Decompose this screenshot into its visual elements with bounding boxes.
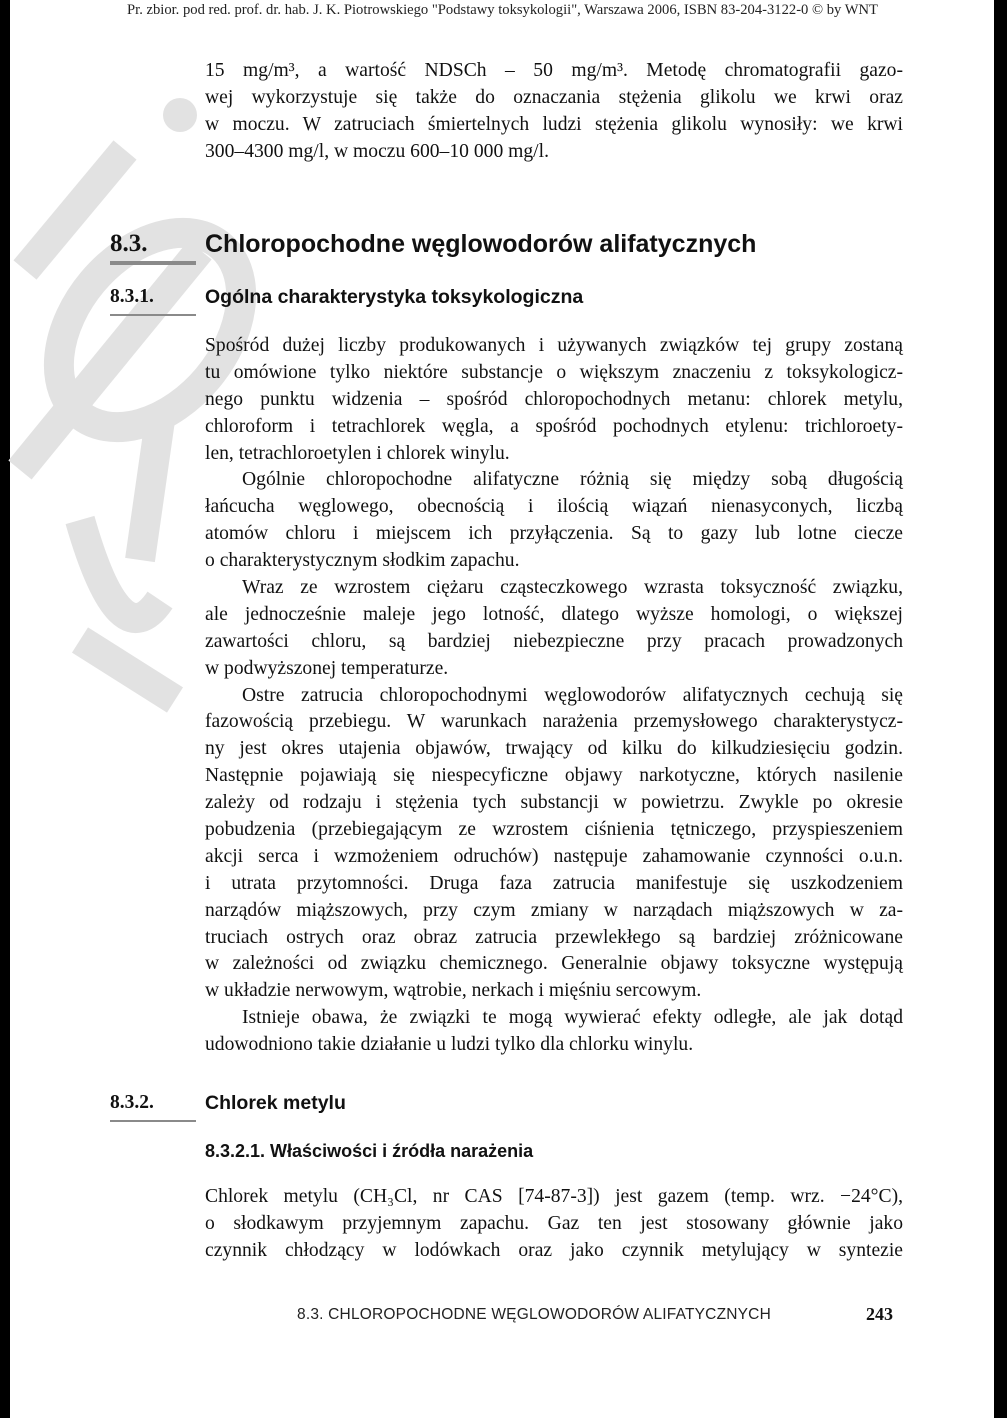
right-border — [994, 0, 1007, 1418]
text-line: Spośród dużej liczby produkowanych i używanych związków tej grupy zostaną — [205, 335, 903, 356]
text-line: ny jest okres utajenia objawów, trwający od kilku do kilkudziesięciu godzin. — [205, 738, 903, 760]
subsubsection-title: 8.3.2.1. Właściwości i źródła narażenia — [205, 1141, 534, 1161]
subsection-rule — [110, 314, 196, 316]
watermark-stroke — [80, 420, 160, 618]
text-line: w zależności od związku chemicznego. Generalnie objawy toksyczne występują — [205, 953, 903, 975]
text-line: o słodkawym przyjemnym zapachu. Gaz ten jest stosowany głównie jako — [205, 1212, 903, 1234]
text-line: Chlorek metylu (CH₃Cl, nr CAS [74-87-3]) jest gazem (temp. wrz. −24°C), — [205, 1186, 903, 1207]
subsection-number: 8.3.1. — [110, 286, 154, 307]
text-line: Wraz ze wzrostem ciężaru cząsteczkowego wzrasta toksyczność związku, — [242, 577, 903, 599]
section-title: Chloropochodne węglowodorów alifatycznych — [205, 230, 757, 258]
text-line: zawartości chloru, są bardziej niebezpieczne przy pracach prowadzonych — [205, 630, 903, 652]
text-line: Istnieje obawa, że związki te mogą wywierać efekty odległe, ale jak dotąd — [242, 1007, 903, 1029]
paragraph — [205, 1005, 903, 1059]
subsubsection-text — [205, 1184, 903, 1265]
page-number: 243 — [866, 1304, 893, 1324]
paragraph — [205, 1184, 903, 1265]
watermark-stroke — [80, 640, 175, 700]
text-line: o charakterystycznym słodkim zapachu. — [205, 550, 520, 572]
text-line: w podwyższonej temperaturze. — [205, 657, 449, 679]
text-line: truciach ostrych oraz obraz zatrucia przewlekłego są bardziej zróżnicowane — [205, 926, 903, 948]
text-line: czynnik chłodzący w lodówkach oraz jako czynnik metylujący w syntezie — [205, 1239, 903, 1261]
section-number: 8.3. — [110, 230, 148, 257]
text-line: akcji serca i wzmożeniem odruchów) następuje zahamowanie czynności o.u.n. — [205, 845, 903, 867]
watermark-stroke — [20, 250, 200, 470]
left-border — [0, 0, 10, 1418]
text-line: i utrata przytomności. Druga faza zatrucia manifestuje się uszkodzeniem — [205, 872, 903, 894]
subsection-title: Ogólna charakterystyka toksykologiczna — [205, 286, 584, 308]
subsection-2-title: Chlorek metylu — [205, 1092, 346, 1114]
paragraph — [205, 467, 903, 575]
text-line: 15 mg/m³, a wartość NDSCh – 50 mg/m³. Metodę chromatografii gazo- — [205, 60, 903, 81]
intro-text — [205, 58, 903, 166]
text-line: nego punktu widzenia – spośród chloropochodnych metanu: chlorek metylu, — [205, 388, 903, 410]
subsection-text — [205, 333, 903, 1059]
text-line: wej wykorzystuje się także do oznaczania stężenia glikolu we krwi oraz — [205, 86, 903, 108]
text-line: udowodniono takie działanie u ludzi tylko dla chlorku winylu. — [205, 1034, 694, 1056]
paragraph — [205, 683, 903, 1006]
subsection-2-rule — [110, 1120, 196, 1122]
text-line: ale jednocześnie maleje jego lotność, dlatego wyższe homologi, o większej — [205, 603, 903, 625]
text-line: w układzie nerwowym, wątrobie, nerkach i mięśniu sercowym. — [205, 980, 702, 1002]
running-head: Pr. zbior. pod red. prof. dr. hab. J. K. Piotrowskiego "Podstawy toksykologii", Warszawa 2006, ISBN 83-204-3122-0 © by WNT — [127, 2, 878, 18]
paragraph — [205, 58, 903, 166]
text-line: fazowością przebiegu. W warunkach narażenia przemysłowego charakterystycz- — [205, 711, 903, 733]
text-line: pobudzenia (przebiegającym ze wzrostem ciśnienia tętniczego, przyspieszeniem — [205, 819, 903, 841]
text-line: w moczu. W zatruciach śmiertelnych ludzi stężenia glikolu wynosiły: we krwi — [205, 113, 903, 135]
section-rule — [110, 261, 196, 265]
text-line: 300–4300 mg/l, w moczu 600–10 000 mg/l. — [205, 140, 549, 162]
text-line: Ogólnie chloropochodne alifatyczne różnią się między sobą długością — [242, 469, 903, 491]
text-line: łańcucha węglowego, obecnością i ilością wiązań nienasyconych, liczbą — [205, 496, 903, 518]
text-line: atomów chloru i miejscem ich przyłączenia. Są to gazy lub lotne ciecze — [205, 523, 903, 545]
paragraph — [205, 333, 903, 467]
footer-running-title: 8.3. CHLOROPOCHODNE WĘGLOWODORÓW ALIFATYCZNYCH — [297, 1306, 771, 1323]
text-line: Ostre zatrucia chloropochodnymi węglowodorów alifatycznych cechują się — [242, 684, 903, 706]
subsection-2-number: 8.3.2. — [110, 1092, 154, 1113]
watermark-dot — [163, 98, 197, 132]
text-line: narządów miąższowych, przy czym zmiany w narządach miąższowych w za- — [205, 899, 903, 921]
text-line: zależy od rodzaju i stężenia tych substancji w powietrzu. Zwykle po okresie — [205, 792, 903, 814]
text-line: tu omówione tylko niektóre substancje o większym znaczeniu z toksykologicz- — [205, 361, 903, 383]
text-line: Następnie pojawiają się niespecyficzne objawy narkotyczne, których nasilenie — [205, 765, 903, 787]
text-line: chloroform i tetrachlorek węgla, a spośród pochodnych etylenu: trichloroety- — [205, 415, 903, 437]
paragraph — [205, 575, 903, 683]
text-line: len, tetrachloroetylen i chlorek winylu. — [205, 442, 510, 464]
